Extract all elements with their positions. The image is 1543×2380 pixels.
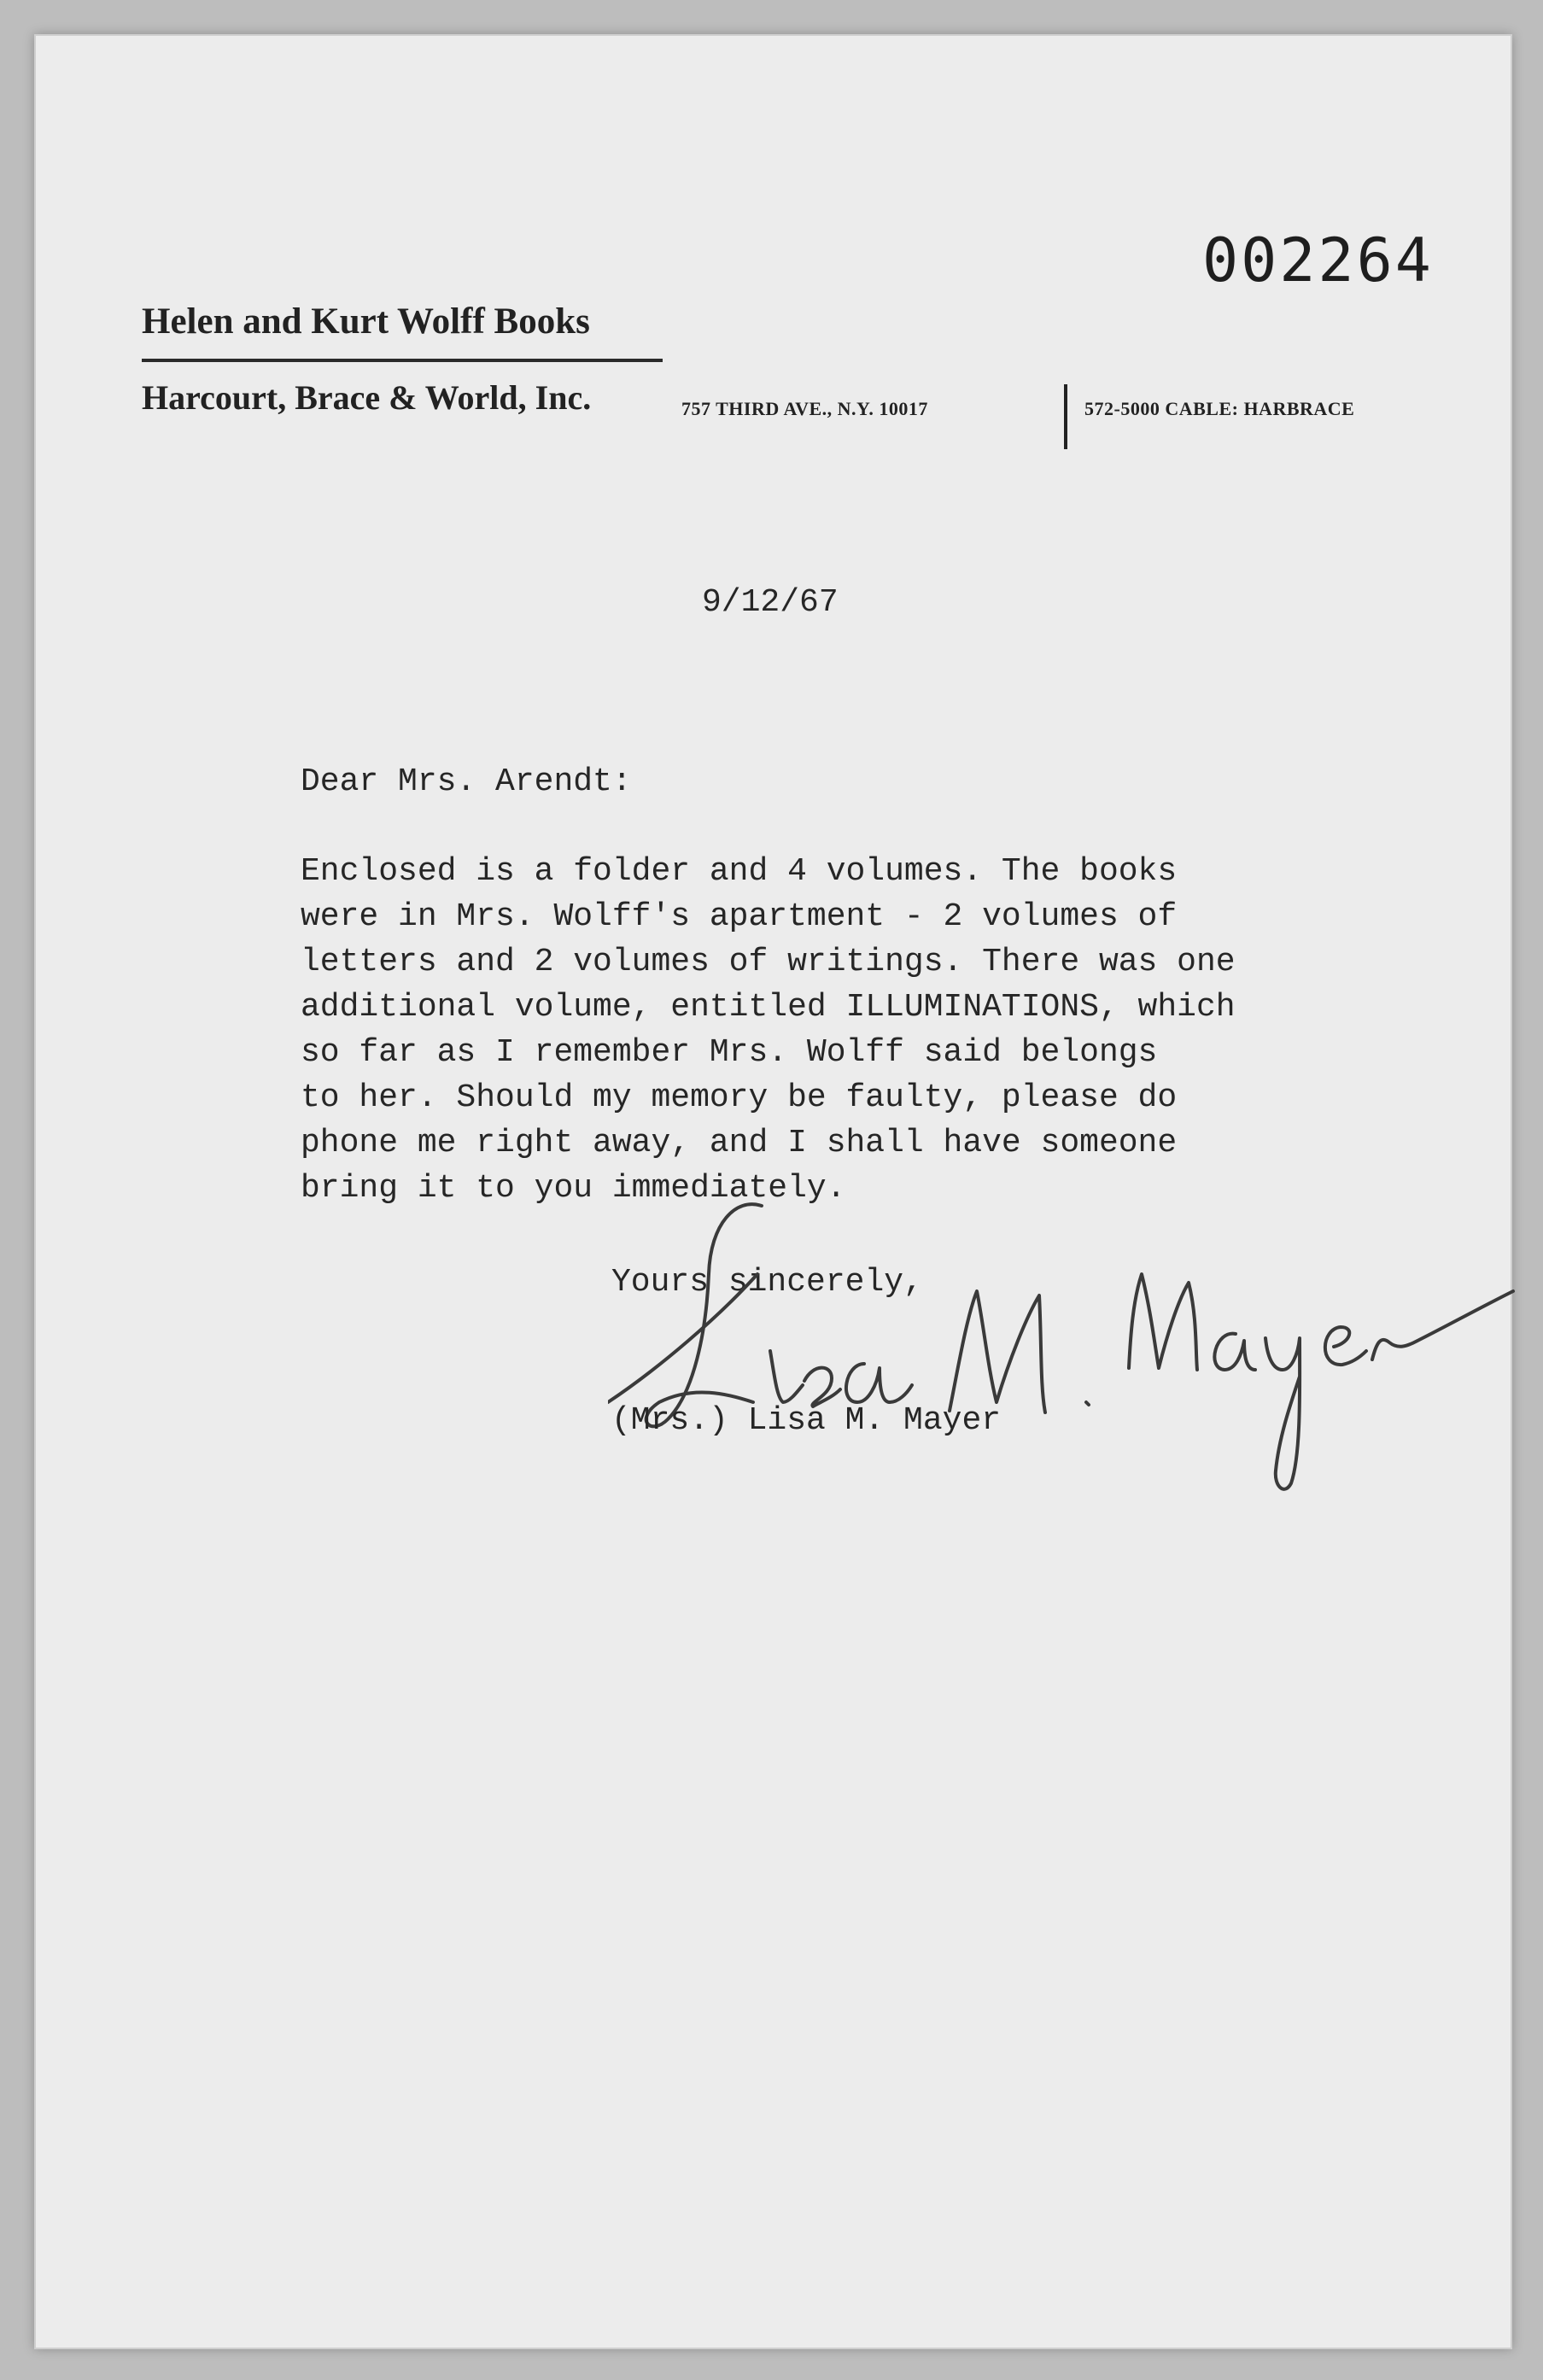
body-line: Enclosed is a folder and 4 volumes. The books — [301, 853, 1178, 890]
document-number: 002264 — [1202, 225, 1434, 295]
body-line: were in Mrs. Wolff's apartment - 2 volumes of — [301, 898, 1178, 935]
letter-page — [34, 34, 1512, 2349]
body-line: phone me right away, and I shall have someone — [301, 1125, 1178, 1161]
letterhead-address: 757 THIRD AVE., N.Y. 10017 — [681, 398, 928, 419]
body-line: letters and 2 volumes of writings. There was one — [301, 944, 1236, 980]
letterhead-divider — [1064, 384, 1067, 449]
letter-date: 9/12/67 — [702, 584, 839, 621]
body-line: additional volume, entitled ILLUMINATIONS, which — [301, 989, 1236, 1026]
signer-name: (Mrs.) Lisa M. Mayer — [611, 1402, 1002, 1439]
salutation: Dear Mrs. Arendt: — [301, 763, 632, 800]
letterhead-rule — [142, 359, 663, 362]
letterhead-phone-cable: 572-5000 CABLE: HARBRACE — [1084, 398, 1355, 419]
body-line: so far as I remember Mrs. Wolff said belongs — [301, 1034, 1158, 1071]
letterhead-publisher: Harcourt, Brace & World, Inc. — [142, 378, 592, 417]
letterhead-imprint: Helen and Kurt Wolff Books — [142, 301, 590, 342]
closing: Yours sincerely, — [611, 1264, 923, 1301]
body-line: bring it to you immediately. — [301, 1170, 846, 1207]
handwritten-signature — [608, 1146, 1522, 1505]
body-line: to her. Should my memory be faulty, please do — [301, 1079, 1178, 1116]
